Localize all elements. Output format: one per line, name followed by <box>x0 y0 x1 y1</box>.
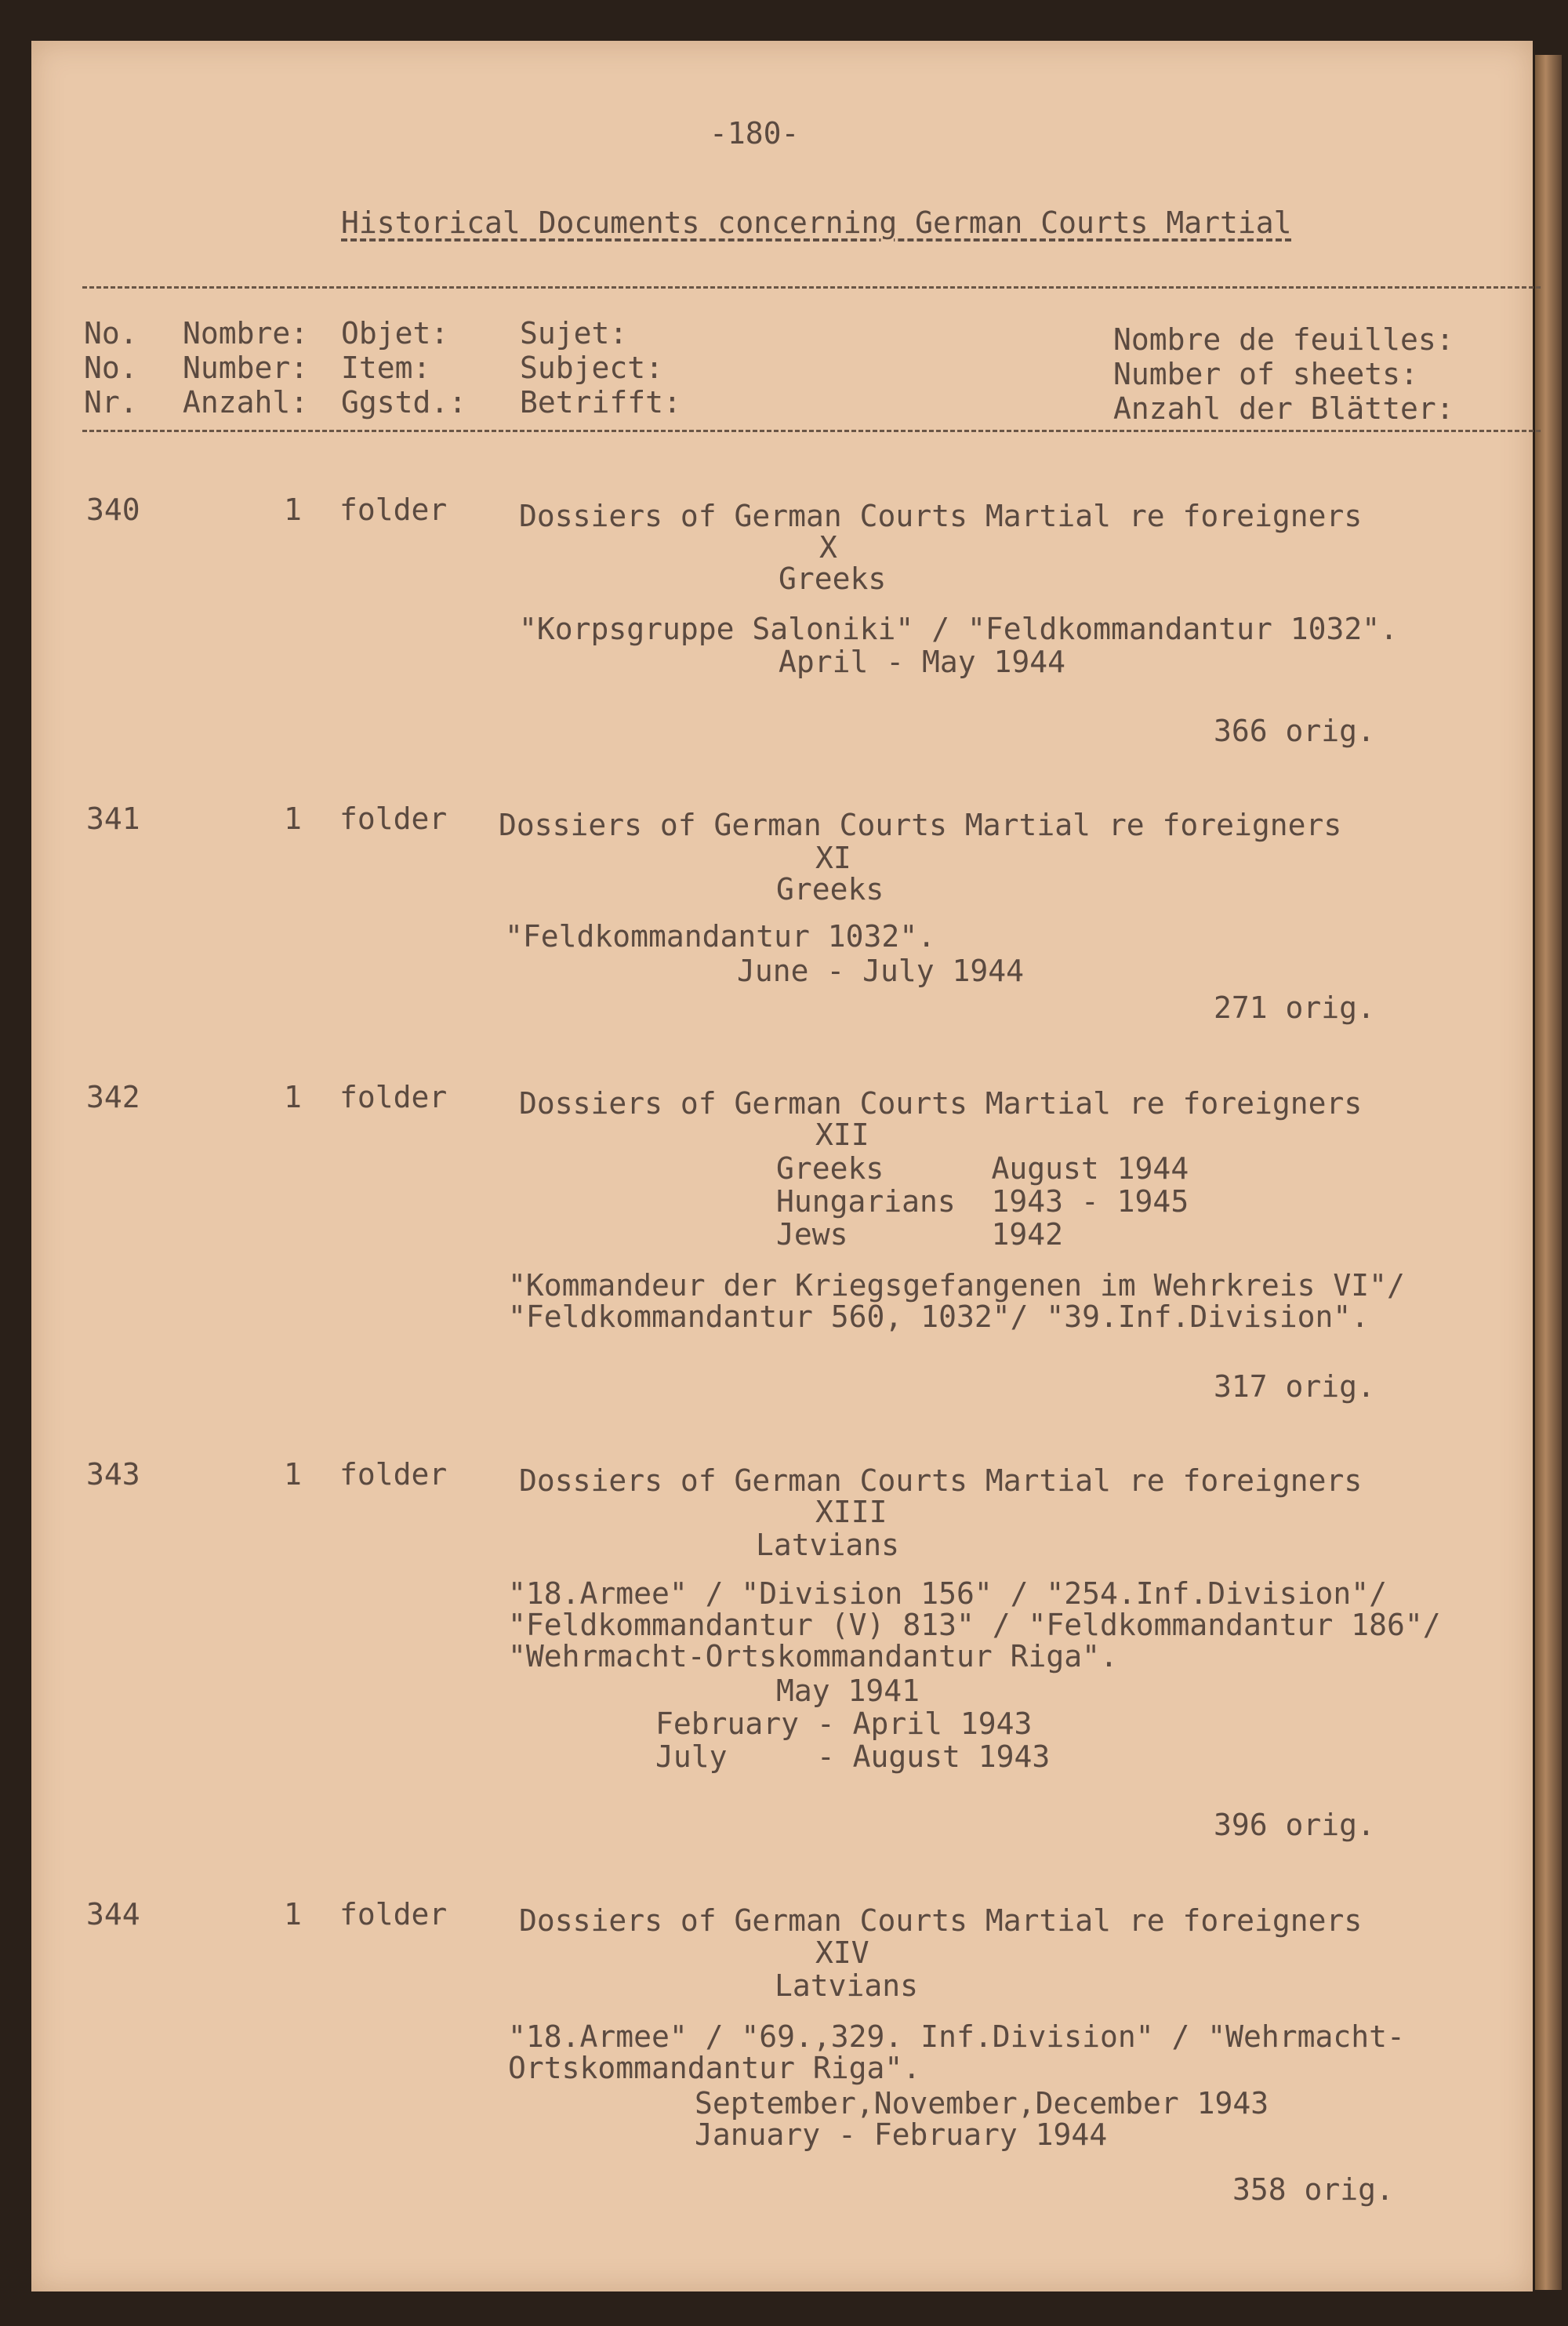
entry-subject-line: "Wehrmacht-Ortskommandantur Riga". <box>508 1639 1118 1674</box>
entry-subject-line: Dossiers of German Courts Martial re foreigners <box>519 499 1363 533</box>
entry-number: 343 <box>86 1457 140 1492</box>
entry-subject-line: XIII <box>815 1495 887 1529</box>
entry-count: 1 <box>284 1080 302 1114</box>
header-no-de: Nr. <box>84 385 138 420</box>
entry-subject-line: "Feldkommandantur 1032". <box>505 919 936 954</box>
entry-subject-line: Greeks <box>776 872 884 907</box>
entry-subject-line: XIV <box>815 1935 869 1970</box>
header-subject-de: Betrifft: <box>520 385 681 420</box>
entry-sheets: 358 orig. <box>1232 2172 1394 2207</box>
entry-count: 1 <box>284 492 302 527</box>
entry-subject-line: "Feldkommandantur 560, 1032"/ "39.Inf.Division". <box>508 1299 1370 1334</box>
entry-subject-line: January - February 1944 <box>695 2117 1108 2152</box>
entry-subject-line: July - August 1943 <box>655 1739 1051 1774</box>
header-count-en: Number: <box>183 351 309 385</box>
header-no-fr: No. <box>84 316 138 351</box>
header-count-fr: Nombre: <box>183 316 309 351</box>
entry-subject-line: "18.Armee" / "Division 156" / "254.Inf.Division"/ <box>508 1576 1388 1611</box>
entry-subject-line: February - April 1943 <box>655 1706 1033 1741</box>
entry-sheets: 271 orig. <box>1214 990 1375 1025</box>
entry-subject-line: XI <box>815 841 851 875</box>
entry-subject-line: "18.Armee" / "69.,329. Inf.Division" / "Wehrmacht- <box>508 2019 1405 2054</box>
entry-subject-line: Jews 1942 <box>776 1217 1064 1252</box>
header-count-de: Anzahl: <box>183 385 309 420</box>
entry-subject-line: September,November,December 1943 <box>695 2086 1269 2121</box>
entry-subject-line: Dossiers of German Courts Martial re foreigners <box>499 808 1342 842</box>
entry-subject-line: Greeks <box>779 562 887 596</box>
entry-sheets: 366 orig. <box>1214 714 1375 748</box>
entry-subject-line: June - July 1944 <box>737 954 1025 988</box>
page-title: Historical Documents concerning German Courts Martial <box>341 205 1292 240</box>
entry-subject-line: Hungarians 1943 - 1945 <box>776 1184 1189 1219</box>
entry-sheets: 396 orig. <box>1214 1808 1375 1842</box>
entry-number: 341 <box>86 801 140 836</box>
header-subject-en: Subject: <box>520 351 664 385</box>
entry-subject-line: Latvians <box>775 1968 919 2003</box>
entry-number: 344 <box>86 1897 140 1932</box>
header-item-en: Item: <box>341 351 431 385</box>
entry-number: 342 <box>86 1080 140 1114</box>
header-rule-bottom <box>82 430 1541 432</box>
header-no-en: No. <box>84 351 138 385</box>
entry-number: 340 <box>86 492 140 527</box>
header-subject-fr: Sujet: <box>520 316 628 351</box>
entry-subject-line: Dossiers of German Courts Martial re foreigners <box>519 1086 1363 1121</box>
entry-subject-line: April - May 1944 <box>779 645 1066 679</box>
entry-subject-line: "Kommandeur der Kriegsgefangenen im Wehrkreis VI"/ <box>508 1268 1405 1303</box>
entry-subject-line: X <box>819 530 837 565</box>
entry-item: folder <box>339 1897 448 1932</box>
entry-subject-line: Latvians <box>756 1528 900 1562</box>
entry-subject-line: Dossiers of German Courts Martial re foreigners <box>519 1903 1363 1938</box>
header-rule-top <box>82 286 1541 289</box>
entry-item: folder <box>339 801 448 836</box>
entry-subject-line: Ortskommandantur Riga". <box>508 2051 921 2085</box>
entry-count: 1 <box>284 1457 302 1492</box>
entry-sheets: 317 orig. <box>1214 1369 1375 1404</box>
header-sheets-de: Anzahl der Blätter: <box>1113 391 1454 426</box>
header-sheets-fr: Nombre de feuilles: <box>1113 322 1454 357</box>
entry-subject-line: Dossiers of German Courts Martial re foreigners <box>519 1463 1363 1498</box>
entry-subject-line: Greeks August 1944 <box>776 1151 1189 1186</box>
page-edge <box>1535 55 1562 2290</box>
entry-count: 1 <box>284 801 302 836</box>
entry-subject-line: "Feldkommandantur (V) 813" / "Feldkommandantur 186"/ <box>508 1608 1441 1642</box>
entry-subject-line: XII <box>815 1118 869 1152</box>
entry-count: 1 <box>284 1897 302 1932</box>
entry-subject-line: "Korpsgruppe Saloniki" / "Feldkommandantur 1032". <box>519 612 1399 646</box>
entry-item: folder <box>339 492 448 527</box>
header-sheets-en: Number of sheets: <box>1113 357 1418 391</box>
page-number: -180- <box>710 116 800 151</box>
header-item-fr: Objet: <box>341 316 449 351</box>
header-item-de: Ggstd.: <box>341 385 467 420</box>
entry-item: folder <box>339 1457 448 1492</box>
entry-subject-line: May 1941 <box>776 1674 920 1708</box>
entry-item: folder <box>339 1080 448 1114</box>
